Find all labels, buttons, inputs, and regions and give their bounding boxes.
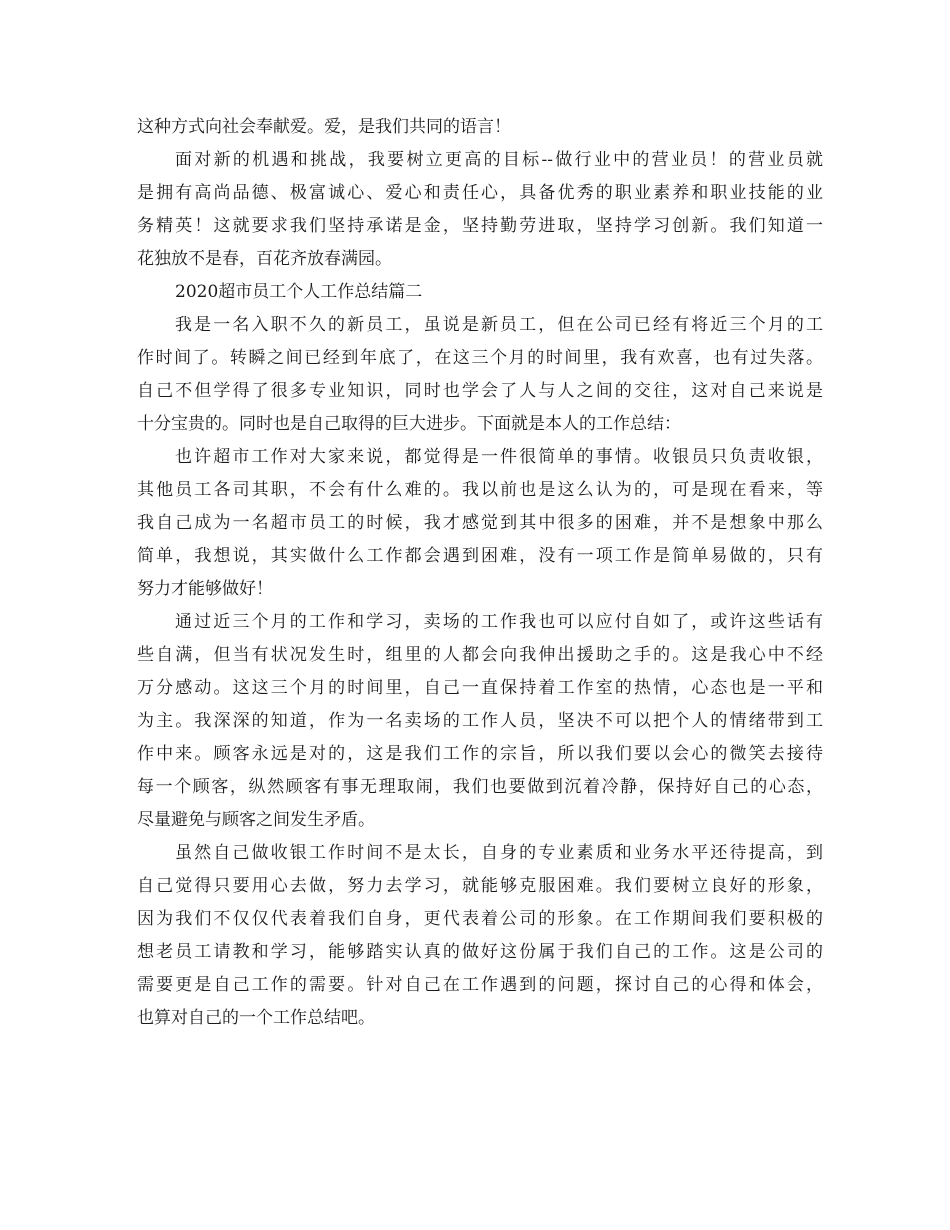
paragraph xyxy=(137,144,823,276)
paragraph-line: 需要更是自己工作的需要。针对自己在工作遇到的问题，探讨自己的心得和体会， xyxy=(137,975,823,995)
paragraph-line: 简单，我想说，其实做什么工作都会遇到困难，没有一项工作是简单易做的，只有 xyxy=(137,546,823,566)
paragraph-line: 也许超市工作对大家来说，都觉得是一件很简单的事情。收银员只负责收银， xyxy=(175,447,823,467)
paragraph-line: 作中来。顾客永远是对的，这是我们工作的宗旨，所以我们要以会心的微笑去接待 xyxy=(137,744,823,764)
paragraph-line: 十分宝贵的。同时也是自己取得的巨大进步。下面就是本人的工作总结： xyxy=(137,414,681,434)
paragraph-line: 虽然自己做收银工作时间不是太长，自身的专业素质和业务水平还待提高，到 xyxy=(175,843,823,863)
paragraph-line: 作时间了。转瞬之间已经到年底了，在这三个月的时间里，我有欢喜，也有过失落。 xyxy=(137,348,823,368)
paragraph-line: 每一个顾客，纵然顾客有事无理取闹，我们也要做到沉着冷静，保持好自己的心态， xyxy=(137,777,823,797)
paragraph-line: 花独放不是春，百花齐放春满园。 xyxy=(137,249,392,269)
paragraph xyxy=(137,111,823,144)
paragraph-line: 是拥有高尚品德、极富诚心、爱心和责任心，具备优秀的职业素养和职业技能的业 xyxy=(137,183,823,203)
paragraph-line: 为主。我深深的知道，作为一名卖场的工作人员，坚决不可以把个人的情绪带到工 xyxy=(137,711,823,731)
heading-text: 2020超市员工个人工作总结篇二 xyxy=(175,282,423,302)
paragraph-line: 面对新的机遇和挑战，我要树立更高的目标--做行业中的营业员！的营业员就 xyxy=(175,150,823,170)
paragraph-line: 我是一名入职不久的新员工，虽说是新员工，但在公司已经有将近三个月的工 xyxy=(175,315,823,335)
paragraph xyxy=(137,837,823,1035)
paragraph-line: 尽量避免与顾客之间发生矛盾。 xyxy=(137,810,375,830)
paragraph-line: 因为我们不仅仅代表着我们自身，更代表着公司的形象。在工作期间我们要积极的 xyxy=(137,909,823,929)
paragraph-line: 务精英！这就要求我们坚持承诺是金，坚持勤劳进取，坚持学习创新。我们知道一 xyxy=(137,216,823,236)
paragraph-line: 想老员工请教和学习，能够踏实认真的做好这份属于我们自己的工作。这是公司的 xyxy=(137,942,823,962)
paragraph-line: 些自满，但当有状况发生时，组里的人都会向我伸出援助之手的。这是我心中不经 xyxy=(137,645,823,665)
document-body xyxy=(137,111,823,1035)
paragraph-line: 我自己成为一名超市员工的时候，我才感觉到其中很多的困难，并不是想象中那么 xyxy=(137,513,823,533)
paragraph-line: 通过近三个月的工作和学习，卖场的工作我也可以应付自如了，或许这些话有 xyxy=(175,612,823,632)
paragraph-line: 万分感动。这这三个月的时间里，自己一直保持着工作室的热情，心态也是一平和 xyxy=(137,678,823,698)
paragraph-line: 这种方式向社会奉献爱。爱，是我们共同的语言！ xyxy=(137,117,511,137)
paragraph-line: 自己不但学得了很多专业知识，同时也学会了人与人之间的交往，这对自己来说是 xyxy=(137,381,823,401)
paragraph xyxy=(137,309,823,441)
paragraph-line: 努力才能够做好！ xyxy=(137,579,273,599)
paragraph xyxy=(137,606,823,837)
paragraph xyxy=(137,441,823,606)
section-heading xyxy=(137,276,823,309)
paragraph-line: 其他员工各司其职，不会有什么难的。我以前也是这么认为的，可是现在看来，等 xyxy=(137,480,823,500)
paragraph-line: 也算对自己的一个工作总结吧。 xyxy=(137,1008,375,1028)
paragraph-line: 自己觉得只要用心去做，努力去学习，就能够克服困难。我们要树立良好的形象， xyxy=(137,876,823,896)
